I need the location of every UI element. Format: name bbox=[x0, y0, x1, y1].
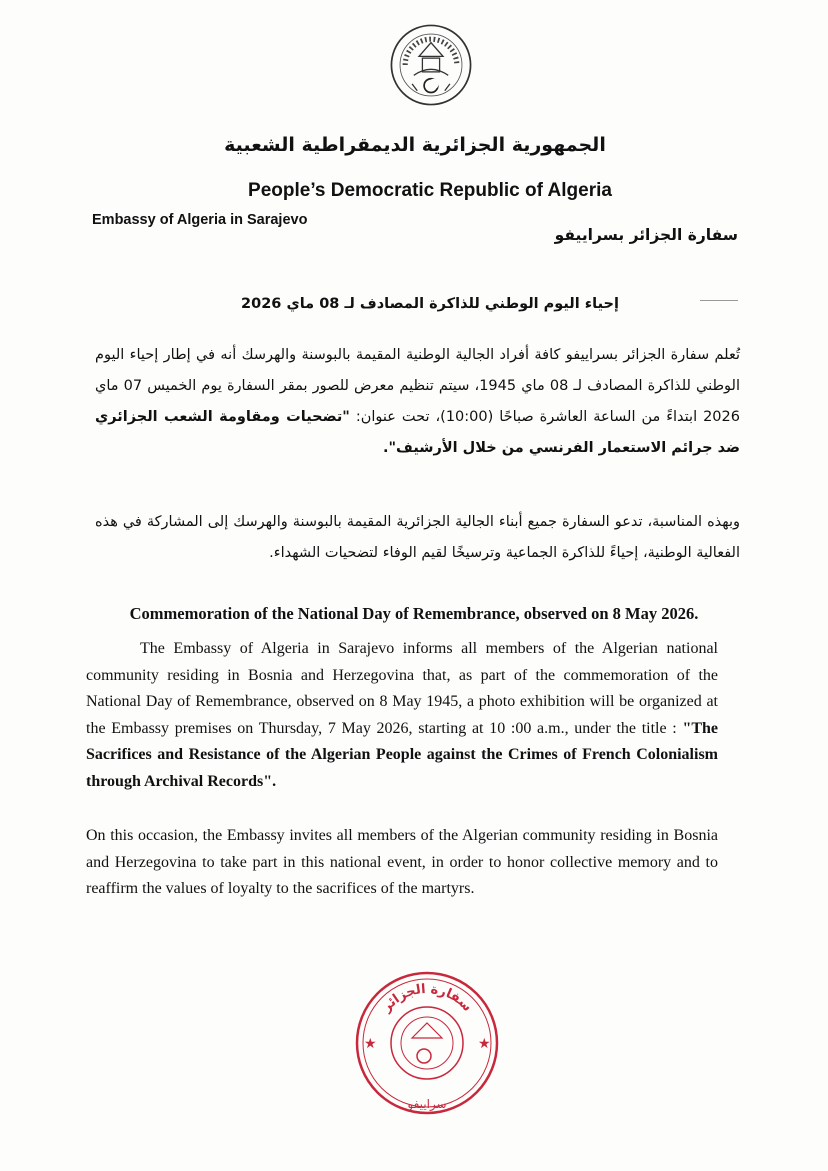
arabic-paragraph-1-text: تُعلم سفارة الجزائر بسراييفو كافة أفراد الجالية الوطنية المقيمة بالبوسنة والهرسك أنه في إطار إحياء اليوم الوطني للذاكرة المصادف لـ 08 ماي 1945، سيتم تنظيم معرض للصور بمقر السفارة يوم الخميس 07 ماي 2026 ابتداءً من الساعة العاشرة صباحًا (10:00)، تحت عنوان: bbox=[95, 347, 740, 425]
english-heading: Commemoration of the National Day of Remembrance, observed on 8 May 2026. bbox=[129, 604, 699, 623]
english-paragraph-1 bbox=[86, 636, 718, 795]
arabic-paragraph-2: وبهذه المناسبة، تدعو السفارة جميع أبناء الجالية الجزائرية المقيمة بالبوسنة والهرسك إلى المشاركة في هذه الفعالية الوطنية، إحياءً للذاكرة الجماعية وترسيخًا لقيم الوفاء لتضحيات الشهداء. bbox=[95, 514, 740, 561]
english-paragraph-2: On this occasion, the Embassy invites all members of the Algerian community residing in Bosnia and Herzegovina to take part in this national event, in order to honor collective memory and to reaffirm the values of loyalty to the sacrifices of the martyrs. bbox=[86, 827, 718, 897]
svg-text:★: ★ bbox=[364, 1036, 377, 1052]
algeria-state-emblem-icon bbox=[388, 22, 474, 108]
republic-title-arabic: الجمهورية الجزائرية الديمقراطية الشعبية bbox=[224, 134, 606, 156]
english-paragraph-1-text: The Embassy of Algeria in Sarajevo informs all members of the Algerian national community residing in Bosnia and Herzegovina that, as part of the commemoration of the National Day of Remembrance, observed on 8 May 1945, a photo exhibition will be organized at the Embassy premises on Thursday, 7 May 2026, starting at 10 :00 a.m., under the title : bbox=[86, 640, 718, 737]
embassy-seal-stamp-icon bbox=[352, 968, 502, 1118]
embassy-name-arabic: سفارة الجزائر بسراييفو bbox=[554, 226, 738, 244]
embassy-name-english: Embassy of Algeria in Sarajevo bbox=[92, 212, 308, 228]
arabic-exhibition-title: "تضحيات ومقاومة الشعب الجزائري ضد جرائم الاستعمار الفرنسي من خلال الأرشيف". bbox=[95, 409, 740, 456]
english-exhibition-title: "The Sacrifices and Resistance of the Algerian People against the Crimes of French Colonialism through Archival Records". bbox=[86, 719, 718, 790]
arabic-paragraph-1 bbox=[95, 340, 740, 464]
republic-title-english: People’s Democratic Republic of Algeria bbox=[248, 180, 612, 201]
svg-text:★: ★ bbox=[478, 1036, 491, 1052]
divider bbox=[700, 300, 738, 301]
svg-text:سفارة الجزائر bbox=[379, 982, 475, 1016]
stamp-top-text: سفارة الجزائر bbox=[379, 981, 475, 1015]
stamp-bottom-text: سراييفو bbox=[407, 1097, 447, 1111]
arabic-heading: إحياء اليوم الوطني للذاكرة المصادف لـ 08 ماي 2026 bbox=[241, 296, 619, 312]
